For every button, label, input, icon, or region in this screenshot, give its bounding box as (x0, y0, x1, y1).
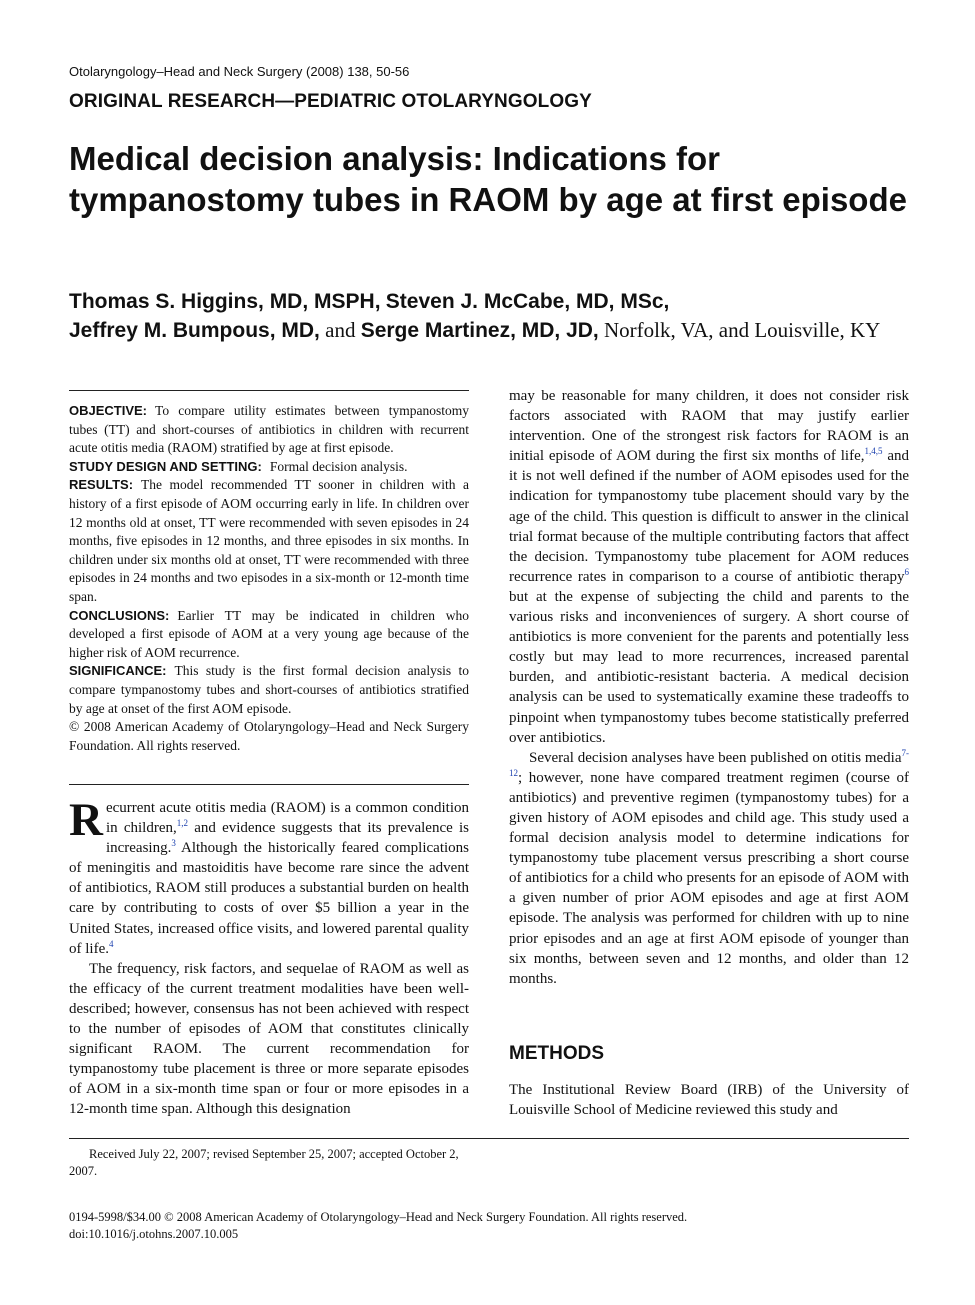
abstract-label: RESULTS: (69, 477, 134, 493)
body-text: and evidence suggests that its prevalence is increasing. (105, 820, 469, 857)
author-name: Steven J. McCabe, MD, MSc, (385, 290, 670, 313)
abstract-conclusions (69, 607, 469, 663)
journal-citation: Otolaryngology–Head and Neck Surgery (2008) 138, 50-56 (69, 64, 410, 79)
author-name: Serge Martinez, MD, JD, (360, 319, 599, 342)
abstract-results (69, 476, 469, 606)
author-name: Jeffrey M. Bumpous, MD, (69, 319, 320, 342)
body-column-right (509, 386, 909, 989)
abstract-design (69, 458, 469, 477)
author-list (69, 287, 909, 345)
body-paragraph (509, 386, 909, 748)
reference-link[interactable]: 1,4,5 (864, 446, 883, 457)
issn-copyright: 0194-5998/$34.00 © 2008 American Academy of Otolaryngology–Head and Neck Surgery Foundation. All rights reserved. (69, 1210, 688, 1224)
abstract-significance (69, 662, 469, 718)
abstract-label: OBJECTIVE: (69, 403, 148, 418)
abstract-text: The model recommended TT sooner in children with a history of a first episode of AOM occurring early in life. In children over 12 months old at onset, TT were recommended with seven episodes in 24 months, five episodes in 12 months, and three episodes in six months. In children under six months old at onset, TT were recommended with three episodes in 24 months and two episodes in a six-month or 12-month time span. (69, 477, 469, 604)
footnote-rule (69, 1138, 909, 1139)
body-text: Although the historically feared complications of meningitis and mastoiditis have become rare since the advent of antibiotics, RAOM still produces a substantial burden on health care by contributing to costs of over $5 billion a year in the United States, increased office visits, and lowered parental quality of life. (69, 840, 469, 957)
abstract-label: CONCLUSIONS: (69, 607, 170, 623)
abstract-copyright: © 2008 American Academy of Otolaryngology–Head and Neck Surgery Foundation. All rights reserved. (69, 719, 469, 753)
abstract-label: STUDY DESIGN AND SETTING: (69, 458, 262, 474)
abstract-text: Earlier TT may be indicated in children who developed a first episode of AOM at a very young age because of the higher risk of AOM recurrence. (69, 607, 469, 660)
abstract-text: Formal decision analysis. (269, 458, 408, 474)
author-name: Thomas S. Higgins, MD, MSPH, (69, 290, 381, 313)
abstract-objective (69, 402, 469, 458)
body-text: may be reasonable for many children, it does not consider risk factors associated with RAOM that may justify earlier intervention. One of the strongest risk factors for RAOM is an initial episode of AOM during the first six months of life, (509, 388, 909, 465)
section-label: ORIGINAL RESEARCH—PEDIATRIC OTOLARYNGOLOGY (69, 91, 592, 112)
abstract-bottom-rule (69, 784, 469, 785)
received-dates: Received July 22, 2007; revised September 25, 2007; accepted October 2, 2007. (69, 1147, 459, 1178)
body-paragraph: The Institutional Review Board (IRB) of the University of Louisville School of Medicine reviewed this study and (509, 1082, 909, 1119)
abstract (69, 402, 469, 755)
body-paragraph (69, 959, 469, 1120)
body-column-left (69, 794, 469, 1120)
reference-link[interactable]: 6 (904, 566, 909, 577)
abstract-top-rule (69, 390, 469, 391)
body-paragraph (69, 794, 469, 959)
reference-link[interactable]: 3 (171, 838, 176, 849)
body-text: Several decision analyses have been published on otitis media (529, 749, 902, 766)
abstract-label: SIGNIFICANCE: (69, 663, 167, 679)
reference-link[interactable]: 4 (108, 938, 114, 949)
section-heading-methods: METHODS (509, 1043, 604, 1064)
reference-link[interactable]: 1,2 (176, 818, 188, 829)
body-text: ecurrent acute otitis media (RAOM) is a common condition in children, (105, 800, 469, 837)
body-text: ; however, none have compared treatment regimen (course of antibiotics) and preventive regimen (tympanostomy tubes) for a given history of AOM episodes and child age. This study used a formal decision analysis model to determine indications for tympanostomy tube placement versus prescribing a short course of antibiotics for a child who presents for an episode of AOM with a given number of prior AOM episodes and age at first AOM episode. The analysis was performed for children with up to nine prior episodes and an age at first AOM episode of younger than six months, between seven and 12 months, and older than 12 months. (509, 769, 909, 987)
author-conjunction: and (325, 318, 356, 342)
abstract-text: This study is the first formal decision analysis to compare tympanostomy tubes and short-courses of antibiotics stratified by age at onset of the first AOM episode. (69, 663, 469, 716)
article-title: Medical decision analysis: Indications for tympanostomy tubes in RAOM by age at first episode (69, 140, 907, 218)
abstract-text: To compare utility estimates between tympanostomy tubes (TT) and short-courses of antibiotics in children with recurrent acute otitis media (RAOM) stratified by age at first episode. (69, 403, 469, 456)
doi[interactable]: doi:10.1016/j.otohns.2007.10.005 (69, 1227, 239, 1241)
body-text: but at the expense of subjecting the child and parents to the various risks and inconveniences of surgery. A short course of antibiotics is more convenient for the parents and potentially less costly but may lead to more recurrences, increased parental burden, and antibiotic-resistant bacteria. A medical decision analysis can be used to systematically examine these tradeoffs to pinpoint when tympanostomy tubes become statistically preferred over antibiotics. (509, 588, 909, 746)
body-text: The frequency, risk factors, and sequelae of RAOM as well as the efficacy of the current treatment modalities have been well-described; however, consensus has not been achieved with respect to the number of episodes of AOM that constitutes clinically significant RAOM. The current recommendation for tympanostomy tube placement is three or more separate episodes of AOM in a six-month time span or four or more episodes in a 12-month time span. Although this designation (69, 960, 469, 1118)
body-paragraph (509, 748, 909, 989)
reference-link[interactable]: 7-12 (509, 747, 909, 778)
drop-cap: R (69, 794, 103, 846)
author-locations: Norfolk, VA, and Louisville, KY (604, 318, 881, 342)
body-text: and it is not well defined if the number of AOM episodes used for the indication for tympanostomy tube placement should vary by the age of the child. This question is difficult to answer in the clinical trial format because of the multiple contributing factors that affect the decision. Tympanostomy tube placement for AOM reduces recurrence rates in comparison to a course of antibiotic therapy (509, 448, 909, 585)
